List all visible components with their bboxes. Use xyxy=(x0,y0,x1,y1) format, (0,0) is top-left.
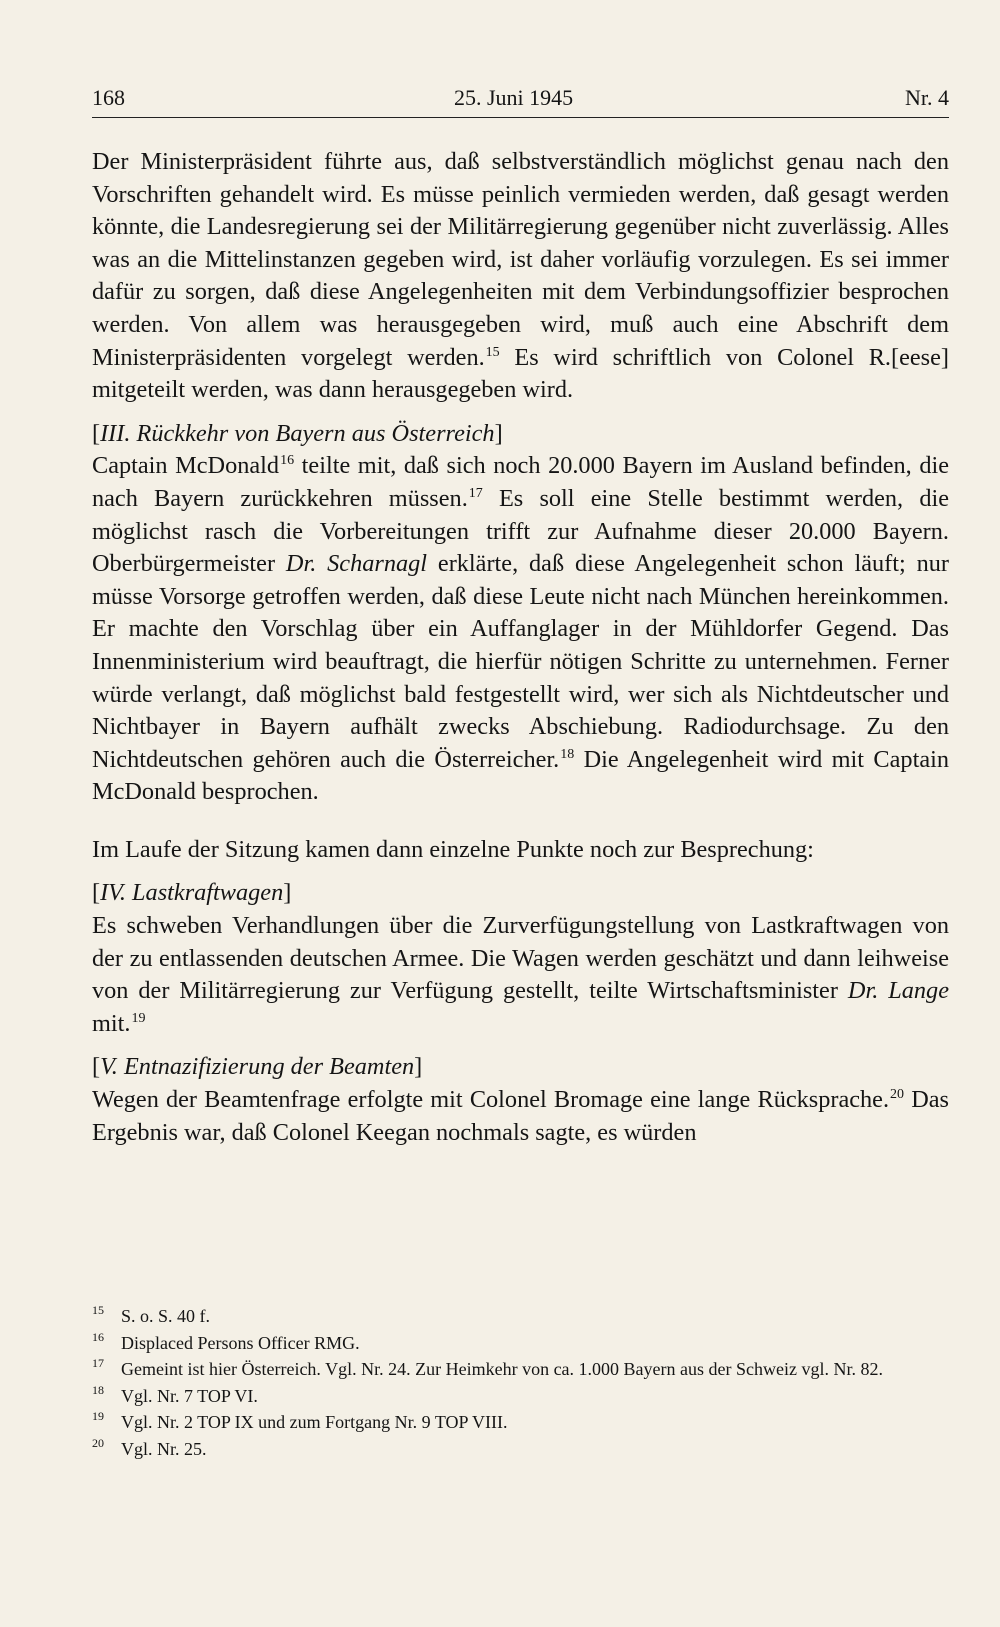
footnote-ref-15: 15 xyxy=(485,344,500,360)
footnote-number: 15 xyxy=(92,1303,104,1317)
footnote-ref-16: 16 xyxy=(280,453,295,469)
paragraph-text: Der Ministerpräsident führte aus, daß selbstverständlich möglichst genau nach den Vorschriften gehandelt wird. Es müsse peinlich vermieden werden, daß gesagt werden könnte, die Landesregierung sei der Militärregierung gegenüber nicht zuverlässig. Alles was an die Mittelinstanzen gegeben wird, ist daher vorläufig vorzulegen. Es sei immer dafür zu sorgen, daß diese Angelegenheiten mit dem Verbindungsoffizier besprochen werden. Von allem was herausgegeben wird, muß auch eine Abschrift dem Ministerpräsidenten vorgelegt werden. xyxy=(92,148,949,371)
paragraph-minister-statement xyxy=(92,146,949,407)
footnotes xyxy=(92,1303,949,1462)
document-number: Nr. 4 xyxy=(905,85,949,110)
section-heading-v: [V. Entnazifizierung der Beamten] xyxy=(92,1053,423,1081)
running-header xyxy=(92,83,949,118)
person-name: Dr. Lange xyxy=(847,977,949,1005)
footnote-text: S. o. S. 40 f. xyxy=(121,1306,211,1326)
footnote xyxy=(92,1330,949,1357)
footnote-number: 16 xyxy=(92,1329,104,1344)
footnote-ref-18: 18 xyxy=(560,746,575,762)
section-heading-text: V. Entnazifizierung der Beamten xyxy=(100,1053,415,1081)
footnote xyxy=(92,1436,949,1463)
footnote-ref-17: 17 xyxy=(468,485,483,501)
footnote-number: 19 xyxy=(92,1409,104,1423)
paragraph-lastkraftwagen: Es schweben Verhandlungen über die Zurverfügungstellung von Lastkraftwagen von der zu entlassenden deutschen Armee. Die Wagen werden geschätzt und dann leihweise von der Militärregierung zur Verfügung gestellt, teilte Wirtschaftsminister Dr. Lange mit.$^{19}$ xyxy=(92,912,949,1037)
footnote-number: 18 xyxy=(92,1382,104,1397)
footnote-ref-19: 19 xyxy=(131,1010,146,1026)
footnote-text: Vgl. Nr. 2 TOP IX und zum Fortgang Nr. 9 TOP VIII. xyxy=(121,1412,508,1432)
paragraph-intro-points: Im Laufe der Sitzung kamen dann einzelne Punkte noch zur Besprechung: xyxy=(92,835,814,863)
section-heading-text: IV. Lastkraftwagen xyxy=(100,879,284,907)
section-heading-text: III. Rückkehr von Bayern aus Österreich xyxy=(100,419,495,447)
footnote-number: 17 xyxy=(92,1356,104,1370)
section-heading-iv: [IV. Lastkraftwagen] xyxy=(92,879,292,907)
body-text xyxy=(92,146,949,1149)
footnote-text: Vgl. Nr. 7 TOP VI. xyxy=(121,1385,258,1406)
paragraph-entnazifizierung: Wegen der Beamtenfrage erfolgte mit Colonel Bromage eine lange Rücksprache.$^{20}$ Das Ergebnis war, daß Colonel Keegan nochmals sagte, es würden xyxy=(92,1086,949,1146)
person-name: Dr. Scharnagl xyxy=(285,550,428,578)
paragraph-text: Es wird schriftlich von Colonel R.[eese] mitgeteilt werden, was dann herausgegeben wird. xyxy=(92,343,949,404)
footnote xyxy=(92,1383,949,1410)
footnote-text: Displaced Persons Officer RMG. xyxy=(121,1332,360,1353)
paragraph-rueckkehr: Captain McDonald$^{16}$ teilte mit, daß sich noch 20.000 Bayern im Ausland befinden, die nach Bayern zurückkehren müssen.$^{17}$ Es soll eine Stelle bestimmt werden, die möglichst rasch die Vorbereitungen trifft zur Aufnahme dieser 20.000 Bayern. Oberbürgermeister Dr. Scharnagl erklärte, daß diese Angelegenheit schon läuft; nur müsse Vorsorge getroffen werden, daß diese Leute nicht nach München hereinkommen. Er machte den Vorschlag über ein Auffanglager in der Mühldorfer Gegend. Das Innenministerium wird beauftragt, die hierfür nötigen Schritte zu unternehmen. Ferner würde verlangt, daß möglichst bald festgestellt wird, wer sich als Nichtdeutscher und Nichtbayer in Bayern aufhält zwecks Abschiebung. Radiodurchsage. Zu den Nichtdeutschen gehören auch die Österreicher.$^{18}$ Die Angelegenheit wird mit Captain McDonald besprochen. xyxy=(92,452,950,806)
footnote-number: 20 xyxy=(92,1435,104,1450)
header-date: 25. Juni 1945 xyxy=(454,85,574,110)
footnote-ref-20: 20 xyxy=(890,1087,905,1103)
footnote-text: Vgl. Nr. 25. xyxy=(121,1438,207,1459)
footnote xyxy=(92,1303,949,1330)
footnote xyxy=(92,1356,949,1383)
footnote xyxy=(92,1409,949,1436)
page-number: 168 xyxy=(92,85,125,110)
footnote-text: Gemeint ist hier Österreich. Vgl. Nr. 24. Zur Heimkehr von ca. 1.000 Bayern aus der Schweiz vgl. Nr. 82. xyxy=(121,1359,883,1379)
section-heading-iii: [III. Rückkehr von Bayern aus Österreich] xyxy=(92,419,503,447)
